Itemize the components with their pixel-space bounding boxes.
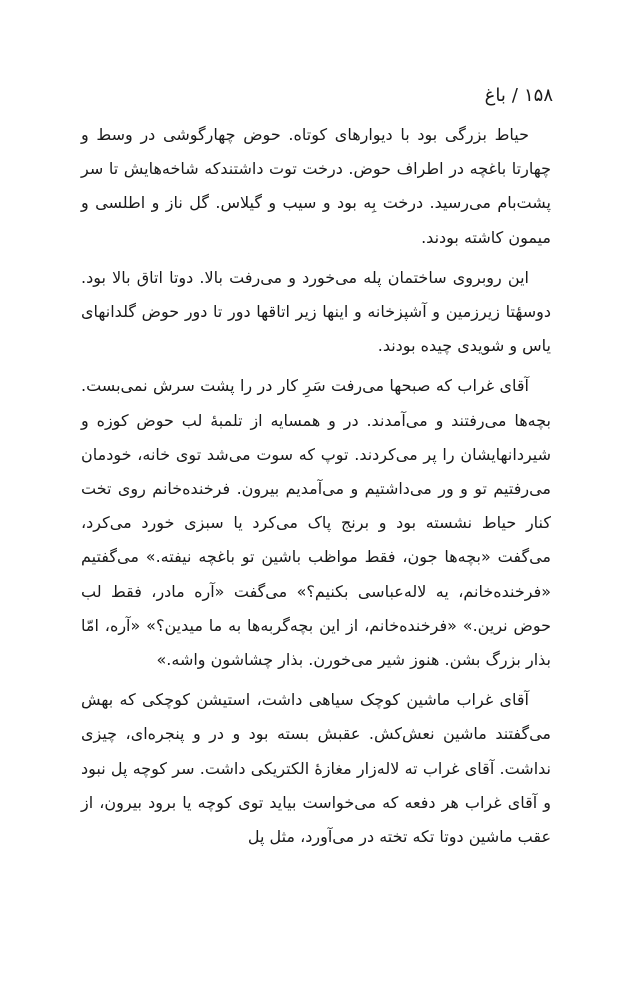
body-text (81, 118, 551, 860)
paragraph-2: این روبروی ساختمان پله می‌خورد و می‌رفت بالا. دوتا اتاق بالا بود. دوسهٔتا زیرزمین و آشپزخانه و اینها زیر اتاقها دور تا دور حوض گلدانهای یاس و شویدی چیده بودند. (81, 267, 551, 356)
book-title: باغ (484, 85, 506, 106)
page-number: ۱۵۸ (523, 85, 553, 106)
paragraph-3: آقای غراب که صبحها می‌رفت سَرِ کار در را پشت سرش نمی‌بست. بچه‌ها می‌رفتند و می‌آمدند. در و همسایه از تلمبهٔ لب حوض کوزه و شیردانهایشان را پر می‌کردند. توپ که سوت می‌شد توی خانه، خودمان می‌رفتیم تو و ور می‌داشتیم و می‌آمدیم بیرون. فرخنده‌خانم روی تخت کنار حیاط نشسته بود و برنج پاک می‌کرد یا سبزی خورد می‌کرد، می‌گفت «بچه‌ها جون، فقط مواظب باشین تو باغچه نیفته.» می‌گفتیم «فرخنده‌خانم، یه لاله‌عباسی بکنیم؟» می‌گفت «آره مادر، فقط لب حوض نرین.» «فرخنده‌خانم، از این بچه‌گربه‌ها به ما میدین؟» «آره، امّا بذار بزرگ بشن. هنوز شیر می‌خورن. بذار چشاشون واشه.» (81, 376, 551, 670)
running-header (485, 84, 553, 108)
paragraph-4: آقای غراب ماشین کوچک سیاهی داشت، استیشن کوچکی که بهش می‌گفتند ماشین نعش‌کش. عقبش بسته بود و در و پنجره‌ای، چیزی نداشت. آقای غراب ته لاله‌زار مغازهٔ الکتریکی داشت. سر کوچه پل نبود و آقای غراب هر دفعه که می‌خواست بیاید توی کوچه یا برود بیرون، از عقب ماشین دوتا تکه تخته در می‌آورد، مثل پل (81, 690, 551, 847)
paragraph-1: حیاط بزرگی بود با دیوارهای کوتاه. حوض چهارگوشی در وسط و چهارتا باغچه در اطراف حوض. درخت توت داشتندکه شاخه‌هایش تا سر پشت‌بام می‌رسید. درخت بِه بود و سیب و گیلاس. گل ناز و اطلسی و میمون کاشته بودند. (81, 125, 551, 247)
header-separator: / (511, 85, 518, 106)
